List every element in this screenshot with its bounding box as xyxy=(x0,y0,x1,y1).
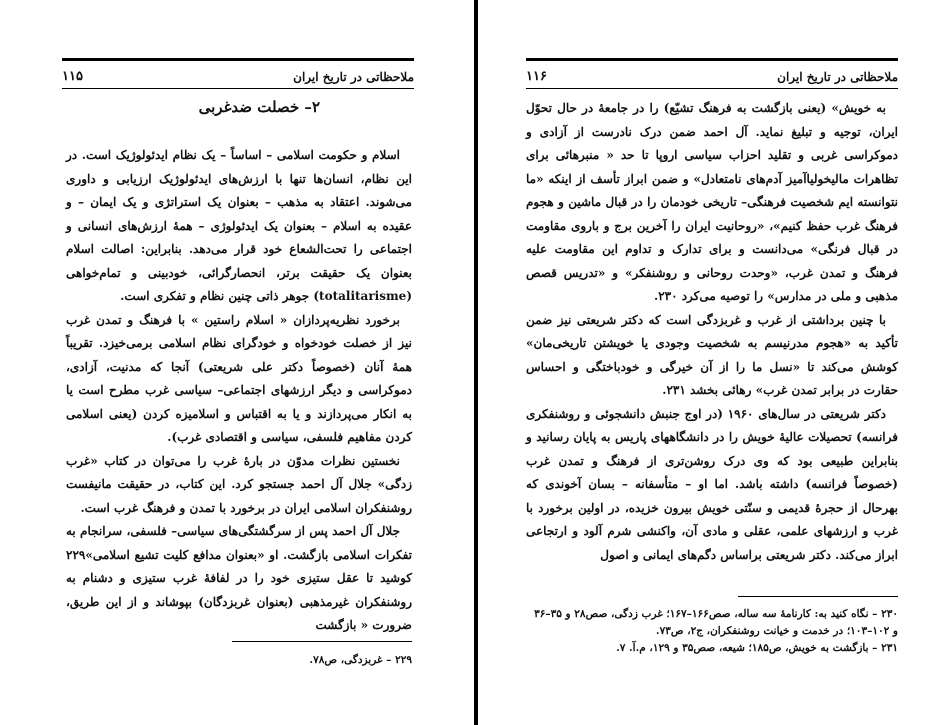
paragraph: نخستین نظرات مدوّن در بارهٔ غرب را می‌توان در کتاب «غرب زدگی» جلال آل احمد جستجو کرد. این کتاب، در حقیقت مانیفست روشنفکران اسلامی ایران در برخورد با تمدن و فرهنگ غرب است. xyxy=(66,453,412,515)
right-page-number: ۱۱۶ xyxy=(526,69,547,84)
right-running-title: ملاحظاتی در تاریخ ایران xyxy=(777,70,898,84)
right-page xyxy=(478,0,952,725)
footnote: ۲۳۱ – بازگشت به خویش، ص۱۸۵؛ شیعه، صص۳۵ و ۱۲۹، م.آ. ۷. xyxy=(616,642,898,654)
footnote: ۲۲۹ – غربزدگی، ص۷۸. xyxy=(309,654,412,666)
left-running-title: ملاحظاتی در تاریخ ایران xyxy=(293,70,414,84)
paragraph: با چنین برداشتی از غرب و غربزدگی است که دکتر شریعتی نیز ضمن تأکید به «هجوم مدرنیسم به شخصیت وجودی یا خویشتن تاریخی‌مان» کوشش می‌کند تا «نسل ما را از آن خیرگی و خودباختگی و احساس حقارت در برابر تمدن غرب» رهائی بخشد ۲۳۱. xyxy=(526,312,898,397)
right-body-text xyxy=(526,97,898,567)
left-page-header xyxy=(62,58,414,87)
footnote-divider xyxy=(738,596,898,597)
right-page-header xyxy=(526,58,898,87)
left-page-number: ۱۱۵ xyxy=(62,69,83,84)
footnote-divider xyxy=(232,641,412,642)
paragraph: اسلام و حکومت اسلامی – اساساً – یک نظام ایدئولوژیک است. در این نظام، انسان‌ها تنها با ارزش‌های ایدئولوژیک ارزیابی و داوری می‌شوند. اعتقاد به مذهب – بعنوان یک استراتژی و یک ایمان – و عقیده به اسلام – بعنوان یک ایدئولوژی – همهٔ ارزش‌های انسانی و اجتماعی را تحت‌الشعاع خود قرار می‌دهد. بنابراین: اصالت اسلام بعنوان یک حقیقت برتر، انحصارگرائی، خودبینی و تمام‌خواهی (totalitarisme) جوهر ذاتی چنین نظام و تفکری است. xyxy=(66,148,412,303)
paragraph: دکتر شریعتی در سال‌های ۱۹۶۰ (در اوج جنبش دانشجوئی و روشنفکری فرانسه) تحصیلات عالیهٔ خویش را در دانشگاههای پاریس به پایان رسانید و بنابراین طبیعی بود که وی درک روشن‌تری از فرهنگ و تمدن غرب (خصوصاً فرانسه) داشته باشد. اما او – متأسفانه – بسان آخوندی که بهرحال از حجرهٔ قدیمی و سنّتی خویش بیرون خزیده، در اولین برخورد با غرب و ارزشهای علمی، عقلی و مادی آن، واکنشی شرم آلود و ارتجاعی ابراز می‌کند. دکتر شریعتی براساس دگم‌های ایمانی و اصول xyxy=(526,406,898,562)
left-page xyxy=(0,0,474,725)
footnote: ۲۳۰ – نگاه کنید به: کارنامهٔ سه ساله، صص۱۶۶–۱۶۷؛ غرب زدگی، صص۲۸ و ۳۵–۳۶ و ۱۰۲–۱۰۳؛ در خدمت و خیانت روشنفکران، ج۲، ص۷۳. xyxy=(534,608,898,637)
left-footnotes xyxy=(66,652,412,669)
left-body-text xyxy=(66,144,412,638)
paragraph: برخورد نظریه‌پردازان « اسلام راستین » با فرهنگ و تمدن غرب نیز از خصلت خودخواه و خودگرای نظام اسلامی برمی‌خیزد. تقریباً همهٔ آنان (خصوصاً دکتر علی شریعتی) آنجا که مدنیت، آزادی، دموکراسی و دیگر ارزشهای اجتماعی– سیاسی غرب مطرح است یا به انکار می‌پردازند و یا به اقتباس و اسلامیزه کردن (یعنی اسلامی کردن مفاهیم فلسفی، سیاسی و اقتصادی غرب). xyxy=(66,312,412,444)
paragraph: جلال آل احمد پس از سرگشتگی‌های سیاسی– فلسفی، سرانجام به تفکرات اسلامی بازگشت. او «بعنوان مدافع کلیت تشیع اسلامی»۲۲۹ کوشید تا عقل ستیزی خود را در لفافهٔ غرب ستیزی و دشنام به روشنفکران غیرمذهبی (بعنوان غربزدگان) بپوشاند و از این طریق، ضرورت « بازگشت xyxy=(66,524,412,632)
section-title: ۲– خصلت ضدغربی xyxy=(198,98,320,116)
right-footnotes xyxy=(526,606,898,657)
paragraph: به خویش» (یعنی بازگشت به فرهنگ تشیّع) را در جامعهٔ در حال تحوّل ایران، توجیه و تبلیغ نماید. آل احمد ضمن درک نادرست از آزادی و دموکراسی غربی و تقلید احزاب سیاسی اروپا تا حد « منبرهائی برای تظاهرات مالیخولیاآمیز آدم‌های نامتعادل» و ضمن ابراز تأسف از اینکه «ما نتوانسته ایم شخصیت فرهنگی– تاریخی خودمان را در قبال ماشین و هجوم فرهنگ غرب حفظ کنیم»، «روحانیت ایران را آخرین برج و باروی مقاومت در قبال فرنگی» می‌دانست و برای تدارک و تداوم این مقاومت علیه فرهنگ و تمدن غرب، «وحدت روحانی و روشنفکر» و «تدریس قصص مذهبی و ملی در مدارس» را توصیه می‌کرد ۲۳۰. xyxy=(526,101,898,303)
